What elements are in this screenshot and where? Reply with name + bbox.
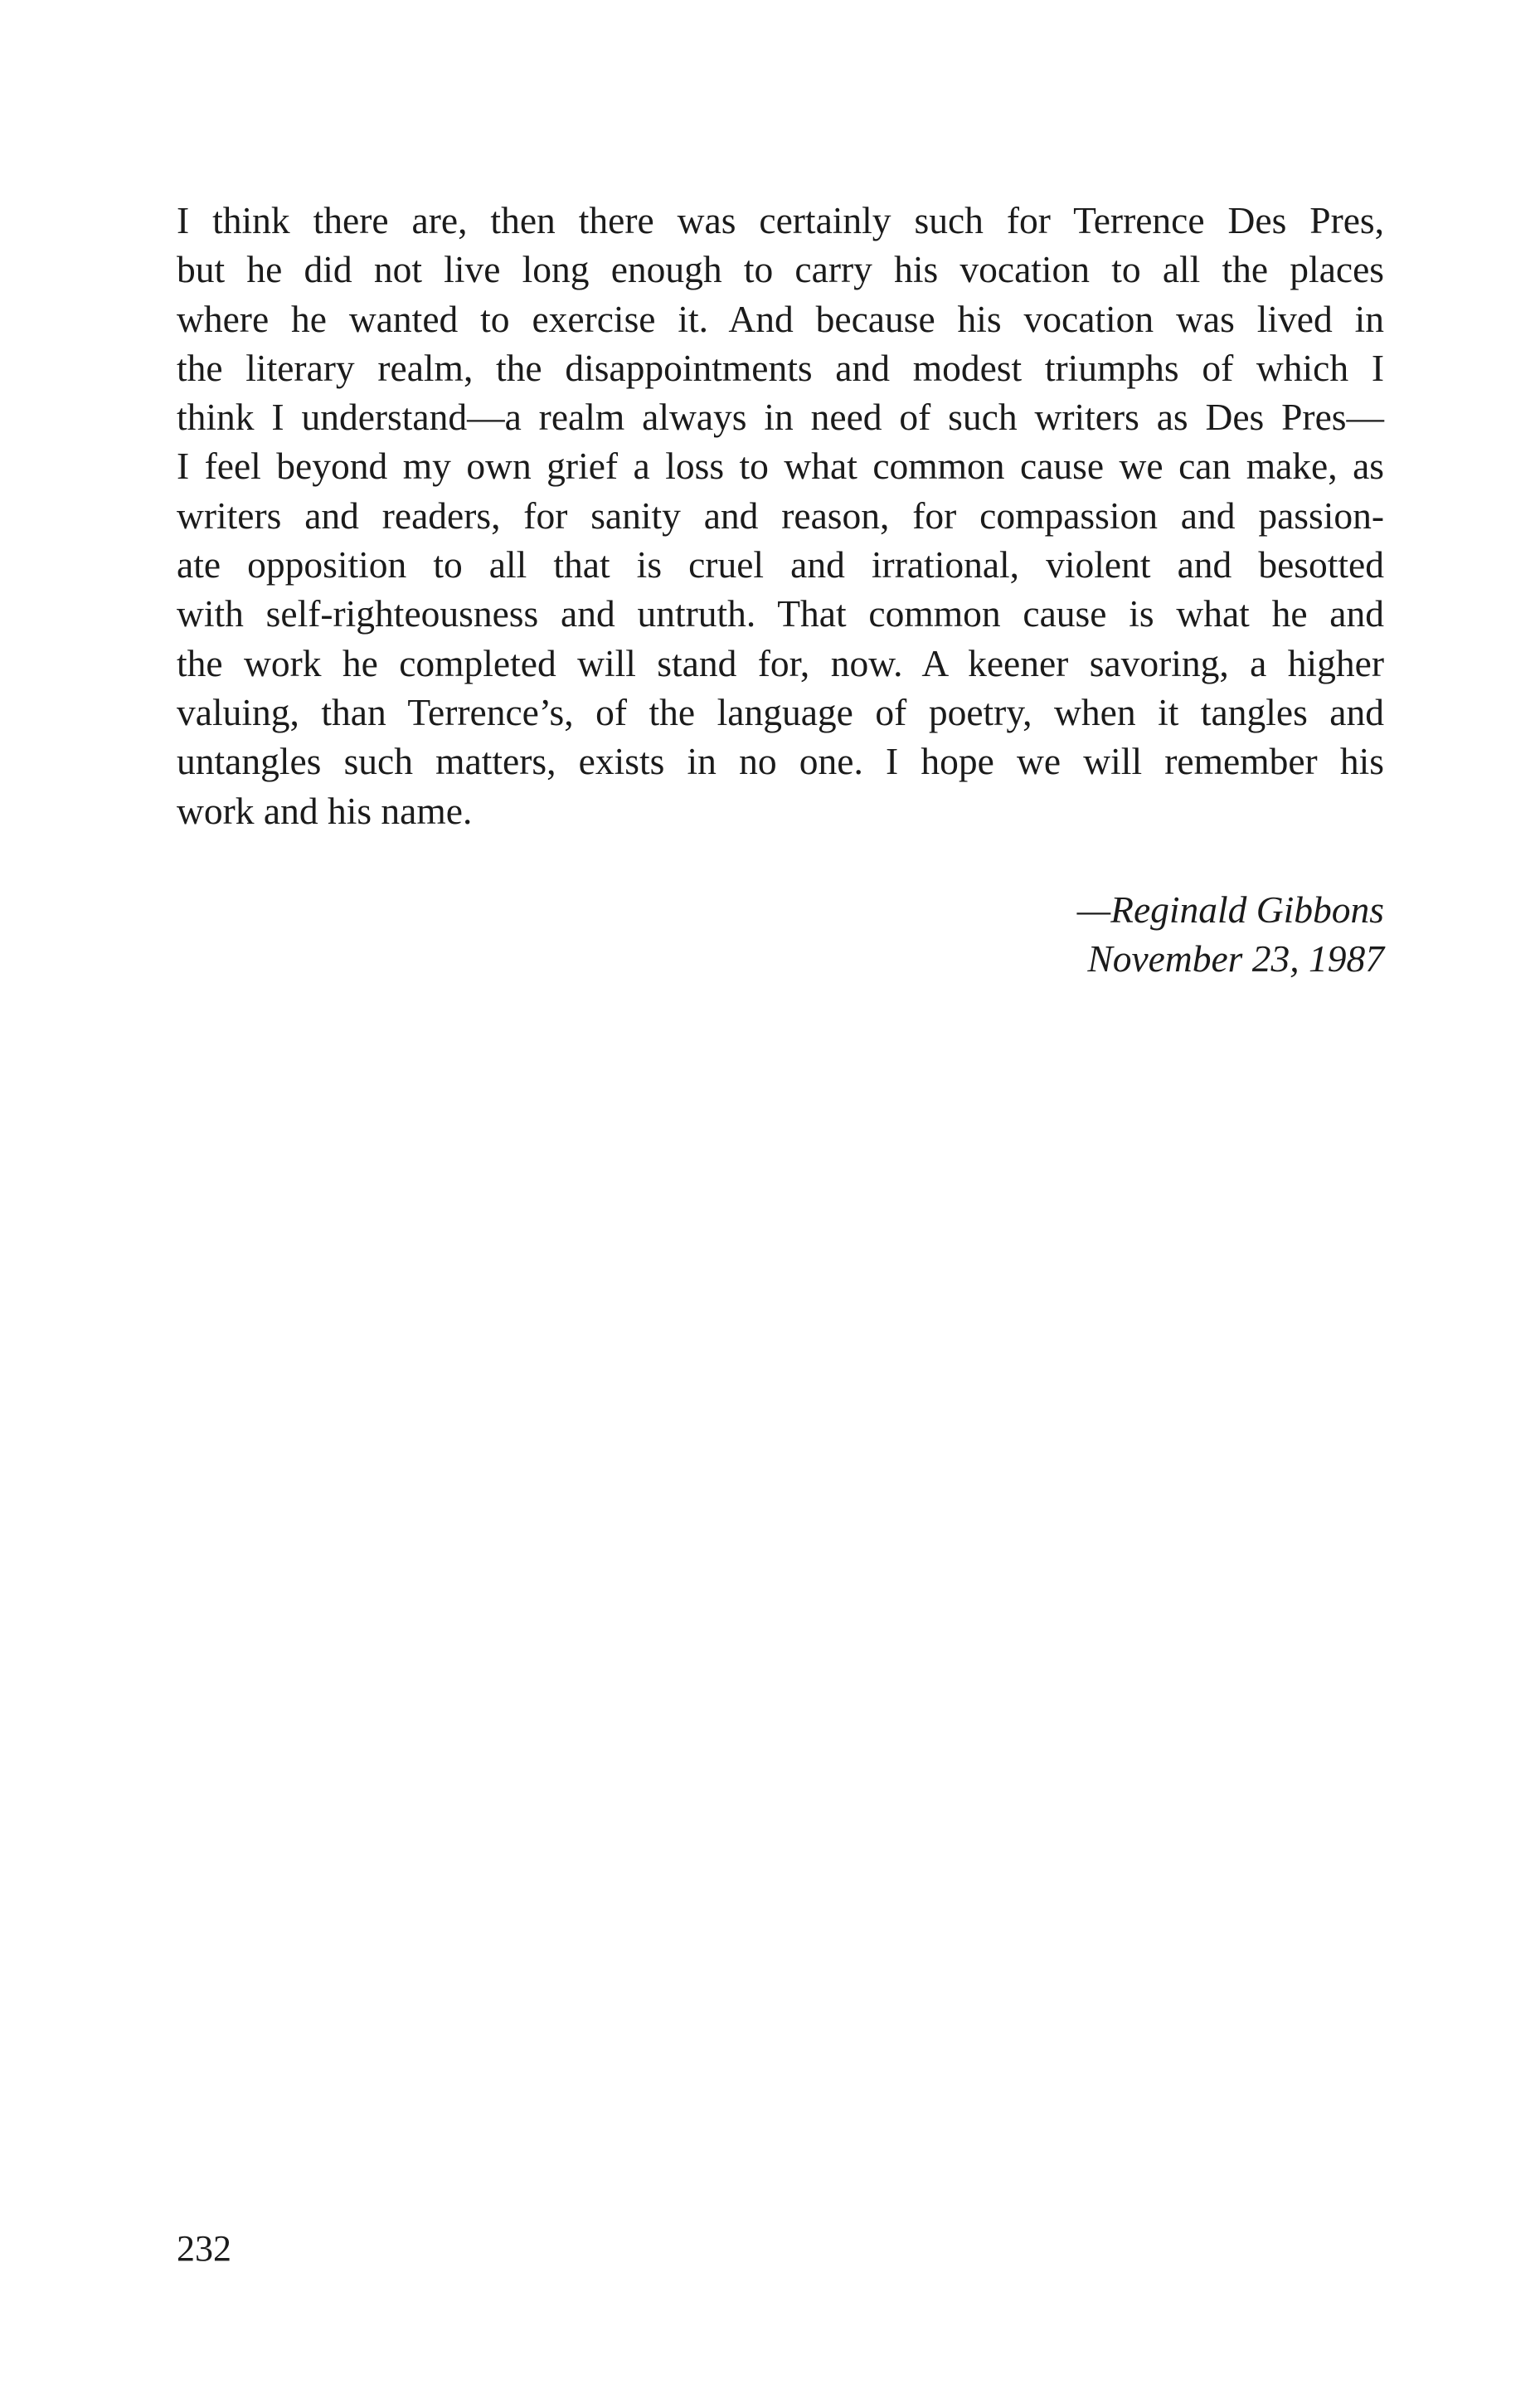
- text-line: with self-righteousness and untruth. That common cause is what he and: [177, 592, 1384, 635]
- text-line: untangles such matters, exists in no one. I hope we will remember his: [177, 740, 1384, 783]
- text-line: I feel beyond my own grief a loss to what common cause we can make, as: [177, 445, 1384, 488]
- text-line: but he did not live long enough to carry his vocation to all the places: [177, 248, 1384, 291]
- text-line: the literary realm, the disappointments and modest triumphs of which I: [177, 346, 1384, 389]
- page-number: 232: [177, 2228, 231, 2269]
- text-line: valuing, than Terrence’s, of the language of poetry, when it tangles and: [177, 690, 1384, 733]
- text-line: work and his name.: [177, 789, 473, 832]
- paragraph: [177, 196, 1384, 835]
- text-line: ate opposition to all that is cruel and irrational, violent and besotted: [177, 543, 1384, 586]
- text-line: I think there are, then there was certainly such for Terrence Des Pres,: [177, 199, 1384, 241]
- text-line: think I understand—a realm always in need of such writers as Des Pres—: [177, 396, 1384, 439]
- signature-date: November 23, 1987: [1087, 937, 1384, 980]
- text-line: where he wanted to exercise it. And because his vocation was lived in: [177, 297, 1384, 340]
- text-line: the work he completed will stand for, now. A keener savoring, a higher: [177, 641, 1384, 684]
- author-signature: —Reginald Gibbons: [1076, 888, 1384, 931]
- signature-block: [1077, 885, 1384, 983]
- text-line: writers and readers, for sanity and reason, for compassion and passion-: [177, 494, 1384, 537]
